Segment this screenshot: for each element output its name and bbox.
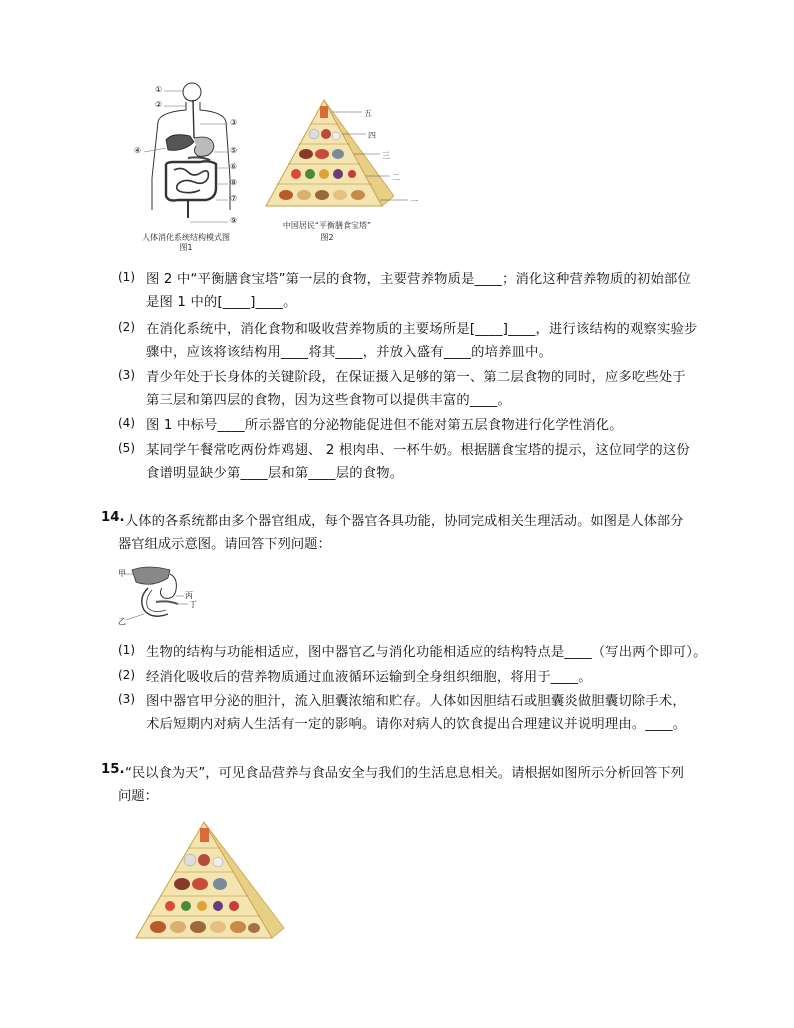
organ-label-ding: 丁 (189, 600, 197, 609)
figure-food-pyramid (262, 96, 422, 246)
figure1-label-6: ⑥ (230, 162, 238, 171)
q13-item-1-line-2: 是图 1 中的[____]____。 (146, 295, 297, 310)
q14-item-3-num: (3) (118, 692, 135, 706)
q13-item-3-line-2: 第三层和第四层的食物，因为这些食物可以提供丰富的____。 (146, 393, 511, 408)
q15-title-line-2: 问题： (118, 789, 158, 804)
pyramid-level-3: 三 (382, 151, 390, 160)
q15-title-line-1: “民以食为天”，可见食品营养与食品安全与我们的生活息息相关。请根据如图所示分析回答下列 (125, 766, 684, 781)
q13-item-4-line-1: 图 1 中标号____所示器官的分泌物能促进但不能对第五层食物进行化学性消化。 (146, 418, 623, 433)
figure2-subcaption: 图2 (320, 233, 334, 242)
figure1-subcaption: 图1 (179, 243, 193, 252)
q13-item-1-num: (1) (118, 270, 135, 284)
q13-item-5-line-2: 食谱明显缺少第____层和第____层的食物。 (146, 466, 404, 481)
q14-title-line-2: 器官组成示意图。请回答下列问题： (118, 537, 331, 552)
q13-item-2-num: (2) (118, 320, 135, 334)
pyramid-level-2: 二 (392, 173, 400, 182)
organ-label-yi: 乙 (118, 617, 126, 626)
q14-title-line-1: 人体的各系统都由多个器官组成，每个器官各具功能，协同完成相关生理活动。如图是人体部分 (125, 514, 684, 529)
figure1-label-2: ② (155, 100, 163, 109)
q14-item-2-num: (2) (118, 668, 135, 682)
figure1-label-1: ① (155, 85, 163, 94)
q15-number: 15. (101, 762, 125, 777)
q14-item-1-line-1: 生物的结构与功能相适应，图中器官乙与消化功能相适应的结构特点是____（写出两个即可）。 (146, 645, 707, 660)
figure1-label-8: ⑧ (230, 178, 238, 187)
organ-label-jia: 甲 (118, 569, 126, 578)
q13-item-5-line-1: 某同学午餐常吃两份炸鸡翅、 2 根肉串、一杯牛奶。根据膳食宝塔的提示，这位同学的这份 (146, 443, 690, 458)
figure-food-pyramid-2 (130, 818, 290, 948)
figure1-label-3: ③ (230, 118, 238, 127)
pyramid-level-5: 五 (364, 109, 372, 118)
q13-item-4-num: (4) (118, 416, 135, 430)
q13-item-2-line-2: 骤中，应该将该结构用____将其____，并放入盛有____的培养皿中。 (146, 345, 553, 360)
q13-item-2-line-1: 在消化系统中，消化食物和吸收营养物质的主要场所是[____]____，进行该结构的观察实验步 (146, 322, 698, 337)
pyramid-level-1: 一 (410, 197, 418, 206)
q13-item-1-line-1: 图 2 中“平衡膳食宝塔”第一层的食物，主要营养物质是____；消化这种营养物质的初始部位 (146, 272, 691, 287)
organ-label-bing: 丙 (185, 591, 193, 600)
q13-item-5-num: (5) (118, 441, 135, 455)
figure1-label-9: ⑨ (230, 216, 238, 225)
q14-number: 14. (101, 510, 125, 525)
q14-item-3-line-1: 图中器官甲分泌的胆汁，流入胆囊浓缩和贮存。人体如因胆结石或胆囊炎做胆囊切除手术， (146, 694, 686, 709)
q13-item-3-line-1: 青少年处于长身体的关键阶段，在保证摄入足够的第一、第二层食物的同时，应多吃些处于 (146, 370, 686, 385)
figure1-label-4: ④ (134, 146, 142, 155)
figure1-caption: 人体消化系统结构模式图 (142, 233, 230, 242)
figure2-caption: 中国居民“平衡膳食宝塔” (282, 221, 372, 230)
figure-digestive-system (130, 78, 242, 252)
food-pyramid-2-illustration (130, 818, 290, 943)
pyramid-level-4: 四 (368, 131, 376, 140)
figure1-label-7: ⑦ (230, 194, 238, 203)
q14-item-1-num: (1) (118, 643, 135, 657)
q14-item-2-line-1: 经消化吸收后的营养物质通过血液循环运输到全身组织细胞，将用于____。 (146, 670, 592, 685)
figure1-label-5: ⑤ (230, 146, 238, 155)
q14-item-3-line-2: 术后短期内对病人生活有一定的影响。请你对病人的饮食提出合理建议并说明理由。____。 (146, 717, 687, 732)
food-pyramid-illustration (262, 96, 422, 211)
q13-item-3-num: (3) (118, 368, 135, 382)
digestive-system-illustration (130, 78, 242, 228)
figure-organs (118, 562, 198, 628)
